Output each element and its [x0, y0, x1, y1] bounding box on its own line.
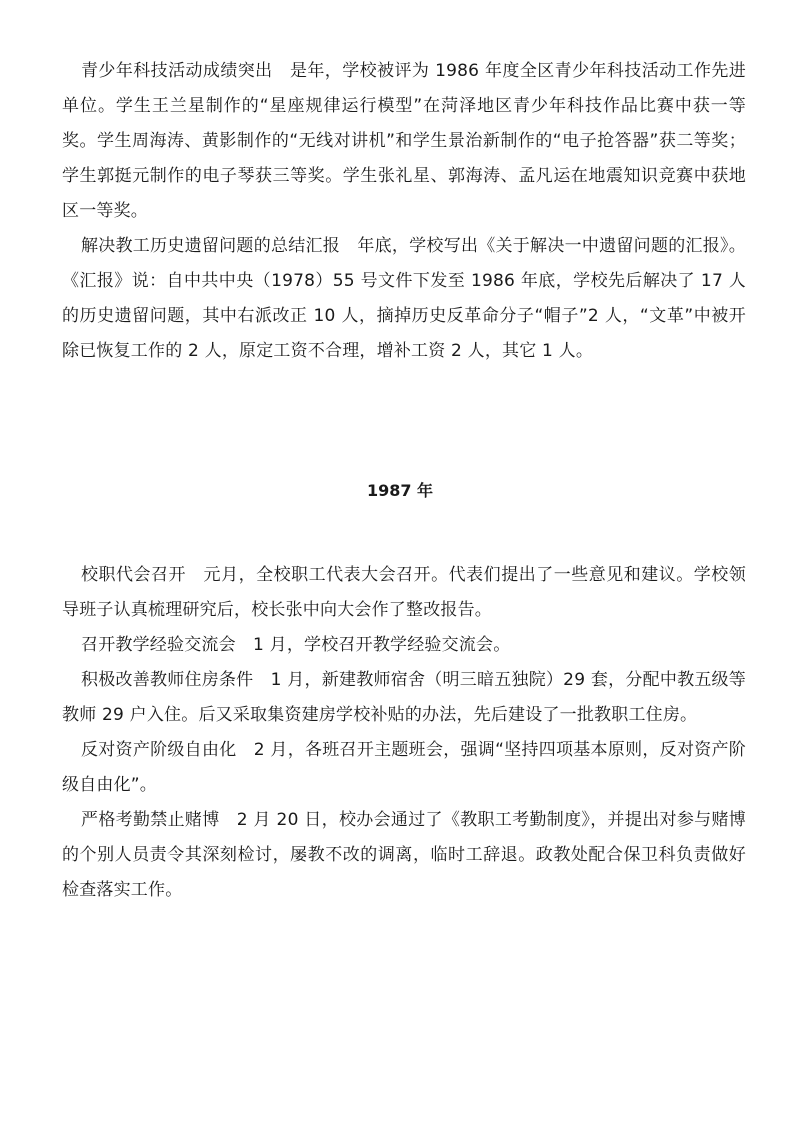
paragraph-title: 解决教工历史遗留问题的总结汇报 — [81, 236, 341, 256]
paragraph — [62, 54, 746, 229]
paragraph — [62, 229, 746, 369]
paragraph — [62, 663, 746, 733]
paragraph-body: 2 月 20 日，校办会通过了《教职工考勤制度》，并提出对参与赌博的个别人员责令其深刻检讨，屡教不改的调离，临时工辞退。政教处配合保卫科负责做好检查落实工作。 — [62, 810, 746, 900]
paragraph — [62, 558, 746, 628]
paragraph — [62, 628, 746, 663]
paragraph-body: 1 月，学校召开教学经验交流会。 — [253, 635, 511, 655]
paragraph-title: 校职代会召开 — [81, 565, 187, 585]
paragraph-title: 反对资产阶级自由化 — [81, 740, 237, 760]
paragraph-body: 年底，学校写出《关于解决一中遗留问题的汇报》。《汇报》说：自中共中央（1978）55 号文件下发至 1986 年底，学校先后解决了 17 人的历史遗留问题，其中右派改正 10 人，摘掉历史反革命分子“帽子”2 人，“文革”中被开除已恢复工作的 2 人，原定工资不合理，增补工资 2 人，其它 1 人。 — [62, 236, 746, 361]
paragraph-body: 是年，学校被评为 1986 年度全区青少年科技活动工作先进单位。学生王兰星制作的“星座规律运行模型”在菏泽地区青少年科技作品比赛中获一等奖。学生周海涛、黄影制作的“无线对讲机”和学生景治新制作的“电子抢答器”获二等奖；学生郭挺元制作的电子琴获三等奖。学生张礼星、郭海涛、孟凡运在地震知识竞赛中获地区一等奖。 — [62, 61, 746, 221]
paragraph-body: 1 月，新建教师宿舍（明三暗五独院）29 套，分配中教五级等教师 29 户入住。后又采取集资建房学校补贴的办法，先后建设了一批教职工住房。 — [62, 670, 747, 725]
paragraph — [62, 733, 746, 803]
paragraph-body: 2 月，各班召开主题班会，强调“坚持四项基本原则，反对资产阶级自由化”。 — [62, 740, 746, 795]
year-heading: 1987 年 — [366, 481, 434, 500]
paragraph-title: 积极改善教师住房条件 — [81, 670, 254, 690]
paragraph-title: 严格考勤禁止赌博 — [81, 810, 220, 830]
paragraph-body: 元月，全校职工代表大会召开。代表们提出了一些意见和建议。学校领导班子认真梳理研究后，校长张中向大会作了整改报告。 — [62, 565, 746, 620]
paragraph — [62, 803, 746, 908]
section-1987 — [62, 558, 746, 908]
paragraph-title: 召开教学经验交流会 — [81, 635, 236, 655]
paragraph-title: 青少年科技活动成绩突出 — [81, 61, 273, 81]
section-1986 — [62, 54, 746, 369]
